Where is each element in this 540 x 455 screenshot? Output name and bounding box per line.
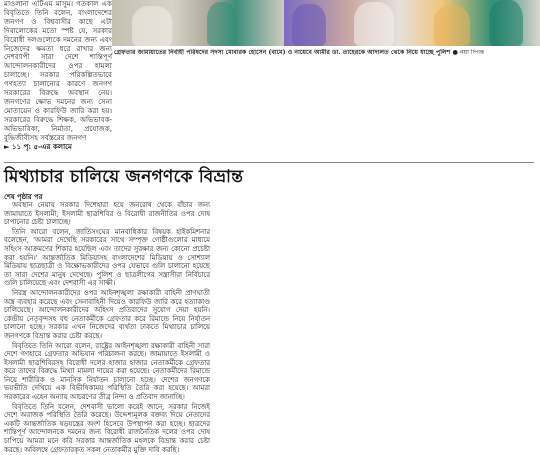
left-column-paragraph: মাওলানা এটিএম মাসুম। গতকাল এক বিবৃতিতে তিনি বলেন, বাংলাদেশের জনগণ ও বিশ্ববাসীর কাছে এটা দিবালোকের মতো স্পষ্ট যে, সরকার বিরোধী দলগুলোকে দমনের জন্য এবং নিজেদের ক্ষমতা ধরে রাখার জন্য দেশব্যাপী সারা দেশে শান্তিপূর্ণ আন্দোলনকারীদের ওপর হামলা চালাচ্ছে। সরকার পরিকল্পিতভাবে গণহত্যা চালানোর কারণে জনগণ সরকারের বিরুদ্ধে অবস্থান নেয়। জনগণের ক্ষোভ দমনের জন্য সেনা মোতায়েন ও কারফিউ জারি করা হয়। সরকারের বিরুদ্ধে শিক্ষক, অভিভাবক-অভিভাবিকা, নির্মাতা, প্রযোজক, বুদ্ধিজীবীসহ সর্বস্তরের জনগণ [4,0,112,142]
photo-figure [292,4,326,46]
article-paragraph: বিবৃতিতে তিনি আরো বলেন, রাষ্ট্রের আইনশৃঙ্খলা রক্ষাকারী বাহিনী সারা দেশে গণহারে গ্রেফতার অভিযান পরিচালনা করছে। জামায়াতে ইসলামী ও ইসলামী ছাত্রশিবিরসহ বিরোধী দলের হাজার হাজার নেতাকর্মীকে গ্রেফতার করে তাদের বিরুদ্ধে মিথ্যা মামলা দায়ের করা হয়েছে। নেতাকর্মীদের রিমান্ডে নিয়ে শারীরিক ও মানসিক নির্যাতন চালানো হচ্ছে। দেশের জনগণকে ভয়ভীতি দেখিয়ে এক বিভীষিকাময় পরিস্থিতি তৈরি করা হয়েছে। আমরা সরকারের এহেন অন্যায় আচরণের তীব্র নিন্দা ও প্রতিবাদ জানাচ্ছি। [4,341,210,402]
article-headline: মিথ্যাচার চালিয়ে জনগণকে বিভ্রান্ত [4,167,244,187]
left-column-text [4,0,112,151]
photo-caption-text: গ্রেফতার জামায়াতের নির্বাহী পরিষদের সদস্য মোবারক হোসেন (বামে) ও নায়েবে আমীর ডা. তাহেরকে আদালত থেকে নিয়ে যাচ্ছে পুলিশ [114,49,451,56]
photo-caption [114,49,534,56]
photo-figure [354,2,394,46]
article-body [4,201,210,455]
photo-right [284,0,540,46]
photo-figure [207,2,237,46]
photo-figure [132,6,172,46]
photo-left [112,0,284,46]
article-paragraph: নিরস্ত্র আন্দোলনকারীদের ওপর আইনশৃঙ্খলা রক্ষাকারী বাহিনী প্রাণঘাতী অস্ত্র ব্যবহার করেছে এবং সেনাবাহিনী দিয়েও কারফিউ জারি করে হত্যাকাণ্ড চালিয়েছে। আন্দোলনকারীদের অহিংস প্রতিবাদের সুযোগ দেয়া হয়নি। কেন্দ্রীয় নেতৃবৃন্দসহ বহু নেতাকর্মীকে গ্রেফতার করে রিমান্ডে নিয়ে নির্যাতন চালানো হচ্ছে। সরকার এখন নিজেদের ব্যর্থতা ঢাকতে মিথ্যাচার চালিয়ে জনগণকে বিভ্রান্ত করার চেষ্টা করছে। [4,288,210,340]
section-divider [4,162,534,163]
article-paragraph: অবস্থান নেয়ায় সরকার দিশেহারা হয়ে জনরোষ থেকে বাঁচার জন্য জামায়াতে ইসলামী, ইসলামী ছাত্রশিবির ও বিরোধী রাজনীতির ওপর দোষ চাপানোর চেষ্টা চালাচ্ছে। [4,201,210,227]
article-paragraph: বিবৃতিতে তিনি বলেন, দেশবাসী ভালো করেই জানে, সরকার নিজেই দেশে অরাজক পরিস্থিতি তৈরি করেছে। উদ্দেশ্যমূলক বক্তব্য দিয়ে নেতাদের একটি আন্তর্জাতিক ষড়যন্ত্রের অংশ হিসেবে উপস্থাপন করা হচ্ছে। ছাত্রদের শান্তিপূর্ণ আন্দোলনকে দমনের জন্য বিরোধী রাজনৈতিক দলের ওপর দোষ চাপিয়ে আমরা মনে করি সরকার আন্তর্জাতিক মহলকে বিভ্রান্ত করার চেষ্টা করছে। অবিলম্বে গ্রেফতারকৃত সকল নেতাকর্মীর মুক্তি দাবি করছি। [4,402,210,454]
photo-credit: ● নয়া দিগন্ত [452,49,485,56]
article-paragraph: তিনি আরো বলেন, জাতিসংঘের মানবাধিকার বিষয়ক হাইকমিশনার বলেছেন, 'আমরা দেখেছি সরকারের সাথে সম্পৃক্ত গোষ্ঠীগুলোর মাধ্যমে সহিংস আক্রমণের শিকার হয়েছিল এবং তাদের সুরক্ষার জন্য কোনো প্রচেষ্টা করা হয়নি।' আন্তর্জাতিক মিডিয়াসহ বাংলাদেশের মিডিয়ায় ও সোশ্যাল মিডিয়ায় ছাত্রছাত্রী ও বিক্ষোভকারীদের ওপর যেভাবে গুলি চালানো হয়েছে তা সারা দেশের মানুষ দেখেছে। পুলিশ ও ছাত্রলীগের সন্ত্রাসীরা নির্বিচারে গুলি চালিয়েছে এবং দেশবাসী এর সাক্ষী। [4,227,210,288]
continued-on-label: ► ১১ পৃ: ৫-এর কলামে [4,141,72,151]
article-subhead: শেষ পৃষ্ঠার পর [4,193,43,201]
photo-figure [489,0,523,46]
photo-figure [434,6,470,46]
news-photo [112,0,540,46]
